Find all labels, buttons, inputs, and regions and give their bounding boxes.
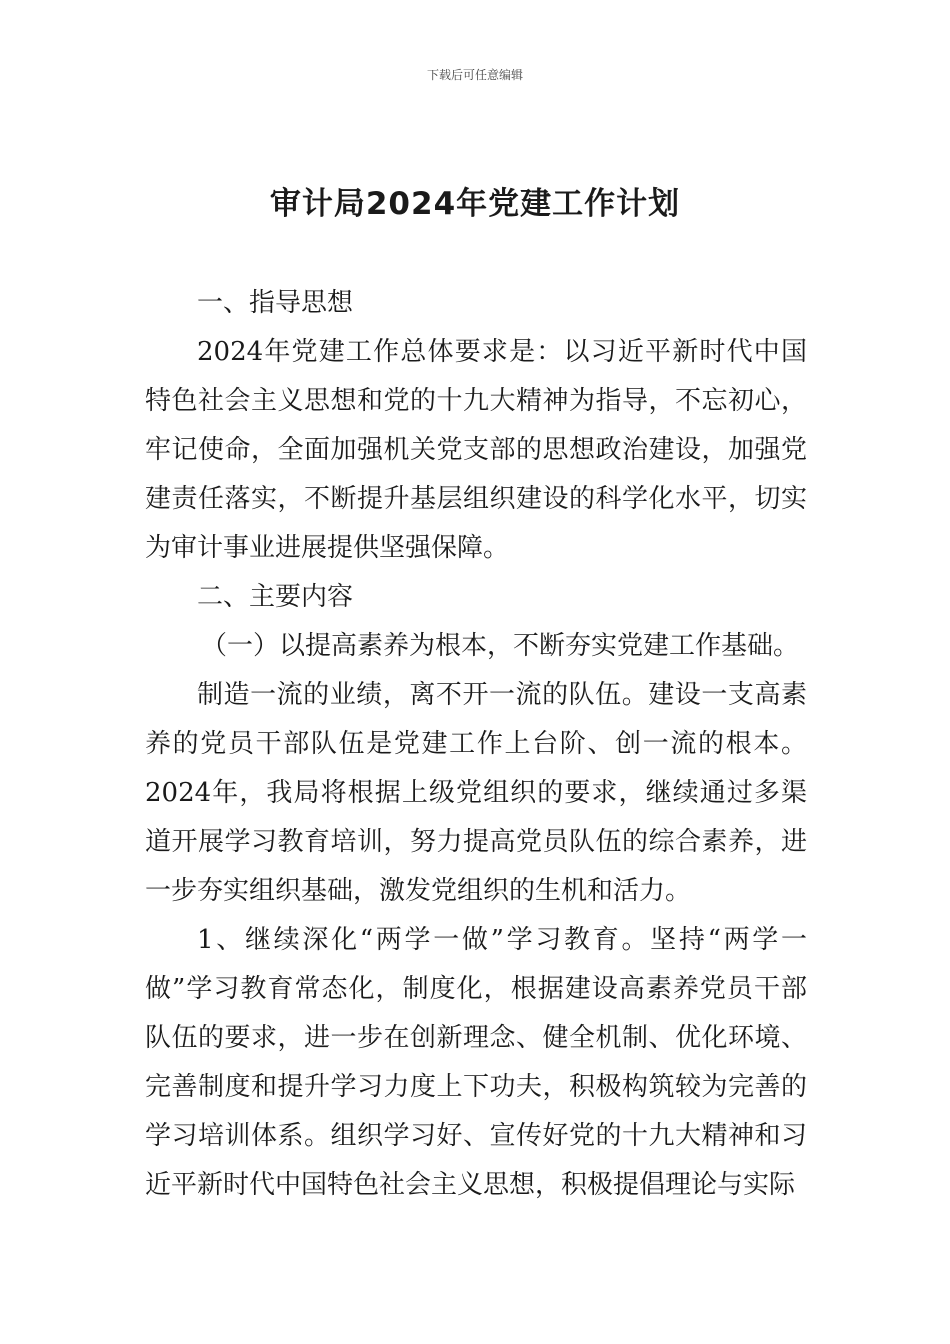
paragraph-overall-requirements: 2024年党建工作总体要求是：以习近平新时代中国特色社会主义思想和党的十九大精神为指导，不忘初心，牢记使命，全面加强机关党支部的思想政治建设，加强党建责任落实，不断提升基层组织建设的科学化水平，切实为审计事业进展提供坚强保障。 — [145, 337, 807, 563]
section-heading-main-content: 二、主要内容 — [197, 582, 354, 612]
subheading-improve-quality: （一）以提高素养为根本，不断夯实党建工作基础。 — [201, 631, 800, 661]
document-title: 审计局2024年党建工作计划 — [269, 186, 681, 222]
watermark-text: 下载后可任意编辑 — [426, 68, 523, 82]
section-heading-guiding-ideology: 一、指导思想 — [197, 288, 354, 318]
paragraph-two-studies-one-action: 1、继续深化“两学一做”学习教育。坚持“两学一做”学习教育常态化，制度化，根据建设高素养党员干部队伍的要求，进一步在创新理念、健全机制、优化环境、完善制度和提升学习力度上下功夫，积极构筑较为完善的学习培训体系。组织学习好、宣传好党的十九大精神和习近平新时代中国特色社会主义思想，积极提倡理论与实际 — [145, 925, 807, 1200]
paragraph-first-class-team: 制造一流的业绩，离不开一流的队伍。建设一支高素养的党员干部队伍是党建工作上台阶、创一流的根本。2024年，我局将根据上级党组织的要求，继续通过多渠道开展学习教育培训，努力提高党员队伍的综合素养，进一步夯实组织基础，激发党组织的生机和活力。 — [145, 680, 807, 906]
document-body — [145, 279, 807, 1210]
